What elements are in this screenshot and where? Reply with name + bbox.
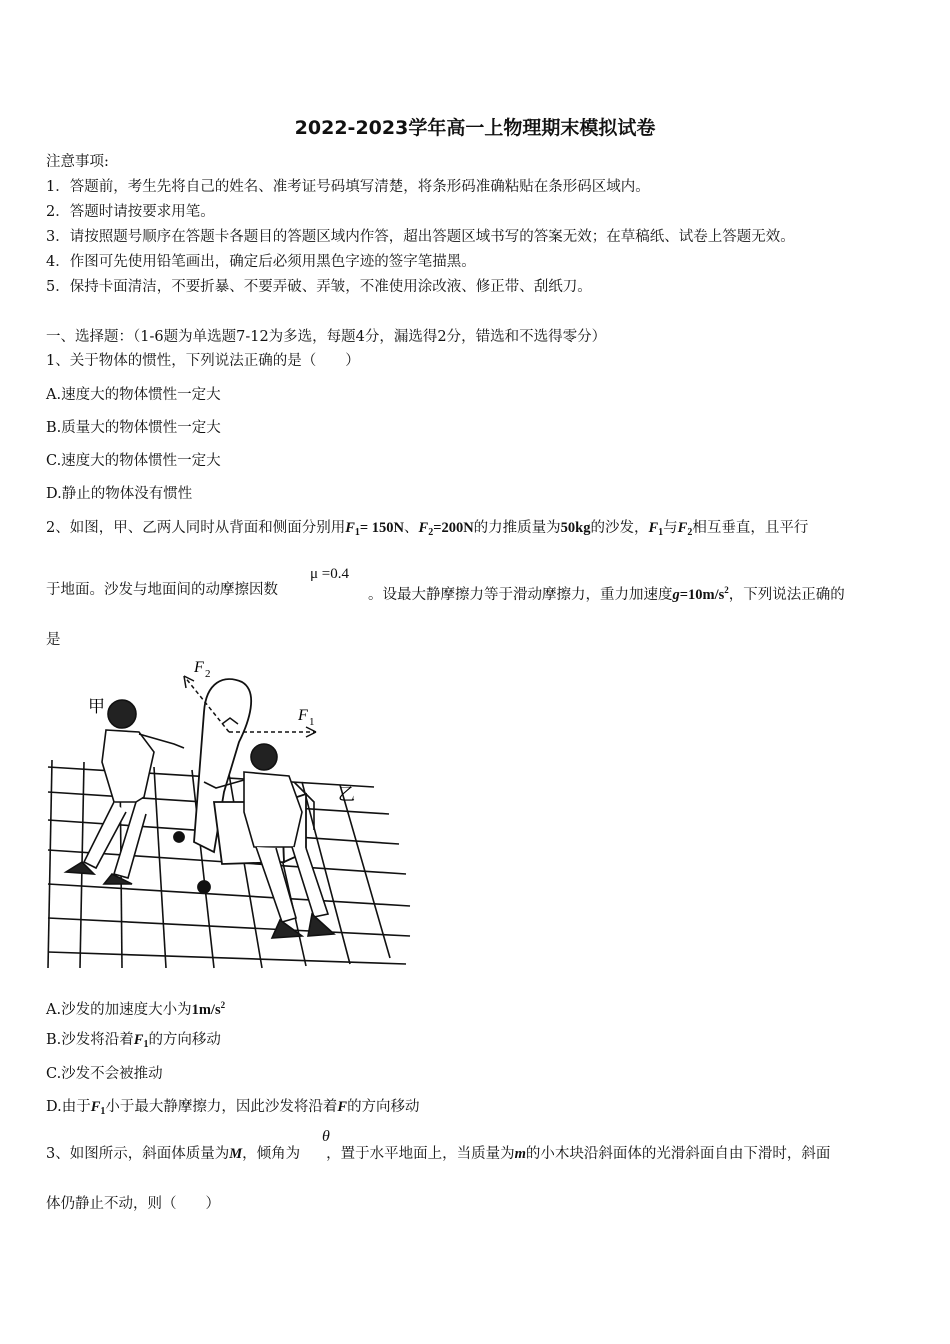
- label-f2-sub: 2: [205, 668, 211, 680]
- q2-option-d: [46, 1097, 420, 1122]
- q3-mass-M: M: [229, 1146, 243, 1162]
- q1-option-d: D.静止的物体没有惯性: [46, 486, 193, 502]
- q2-text-5: 相互垂直，且平行: [692, 520, 809, 536]
- q2-g-value: =10m/s: [679, 587, 725, 603]
- q2-stem-line1: [46, 518, 808, 543]
- q3-text-4: 的小木块沿斜面体的光滑斜面自由下滑时，斜面: [525, 1146, 831, 1162]
- q3-mass-m: m: [514, 1146, 526, 1162]
- q2-f2-value: =200N: [433, 520, 474, 536]
- q2-f2-symbol-2: F: [677, 520, 688, 536]
- q2-option-a-exponent: 2: [220, 1000, 226, 1010]
- q2-text-6: 。设最大静摩擦力等于滑动摩擦力，重力加速度: [368, 587, 673, 603]
- q2-option-b: [46, 1030, 221, 1055]
- q2-option-b-sub: 1: [143, 1039, 149, 1050]
- q2-option-b-text: B.沙发将沿着: [46, 1032, 134, 1048]
- q2-option-c: C.沙发不会被推动: [46, 1066, 163, 1082]
- q2-option-b-symbol: F: [133, 1032, 144, 1048]
- q2-f2-symbol: F: [418, 520, 429, 536]
- q2-option-b-tail: 的方向移动: [148, 1032, 221, 1048]
- q1-stem: 1、关于物体的惯性，下列说法正确的是（ ）: [46, 353, 360, 369]
- q2-option-d-text: D.由于: [46, 1099, 91, 1115]
- q2-stem-line2b: [368, 580, 845, 605]
- q2-option-a-value: 1m/s: [191, 1002, 221, 1018]
- section-heading: 一、选择题：（1-6题为单选题7-12为多选，每题4分，漏选得2分，错选和不选得零分）: [46, 329, 607, 345]
- q2-option-d-mid: 小于最大静摩擦力，因此沙发将沿着: [105, 1099, 338, 1115]
- q2-stem-line3: 是: [46, 632, 61, 648]
- q3-stem-line1: [46, 1144, 830, 1164]
- q2-f1-symbol-2: F: [648, 520, 659, 536]
- q3-text-3: ，置于水平地面上，当质量为: [326, 1146, 515, 1162]
- q3-text-2: ，倾角为: [242, 1146, 301, 1162]
- q2-mass: 50kg: [560, 520, 591, 536]
- q2-option-a-text: A.沙发的加速度大小为: [46, 1002, 192, 1018]
- q1-option-a: A.速度大的物体惯性一定大: [46, 387, 221, 403]
- q2-f2-sub-2: 2: [687, 527, 693, 538]
- q1-option-c: C.速度大的物体惯性一定大: [46, 453, 221, 469]
- q2-text-7: ，下列说法正确的: [728, 587, 845, 603]
- q2-f1-symbol: F: [345, 520, 355, 536]
- q2-text-1: 2、如图，甲、乙两人同时从背面和侧面分别用: [46, 520, 346, 536]
- notice-item-2: 2．答题时请按要求用笔。: [46, 204, 215, 220]
- q3-theta: θ: [322, 1128, 330, 1145]
- q2-option-d-sub: 1: [100, 1106, 106, 1117]
- q1-option-b: B.质量大的物体惯性一定大: [46, 420, 221, 436]
- q2-f1-sub: 1: [354, 527, 360, 538]
- q2-text-4: 与: [663, 520, 678, 536]
- label-jia: 甲: [88, 697, 105, 717]
- q2-separator: 、: [404, 520, 419, 536]
- q2-option-d-symbol-2: F: [337, 1099, 348, 1115]
- q2-option-d-symbol: F: [90, 1099, 101, 1115]
- q2-stem-line2a: 于地面。沙发与地面间的动摩擦因数: [46, 582, 278, 598]
- q2-f1-value: = 150N: [359, 520, 405, 536]
- q2-f1-sub-2: 1: [658, 527, 664, 538]
- q2-text-3: 的沙发，: [590, 520, 649, 536]
- q2-option-a: [46, 995, 225, 1020]
- q2-figure-sofa-push: [44, 652, 414, 972]
- notice-heading: 注意事项:: [46, 154, 109, 170]
- label-f2: F: [194, 659, 204, 676]
- q2-g-exponent: 2: [724, 585, 729, 595]
- page-title: 2022-2023学年高一上物理期末模拟试卷: [294, 117, 656, 139]
- notice-item-5: 5．保持卡面清洁，不要折暴、不要弄破、弄皱，不准使用涂改液、修正带、刮纸刀。: [46, 279, 592, 295]
- notice-item-3: 3．请按照题号顺序在答题卡各题目的答题区域内作答，超出答题区域书写的答案无效；在草稿纸、试卷上答题无效。: [46, 229, 795, 245]
- notice-item-1: 1．答题前，考生先将自己的姓名、准考证号码填写清楚，将条形码准确粘贴在条形码区域内。: [46, 179, 650, 195]
- q3-stem-line2: 体仍静止不动，则（ ）: [46, 1196, 220, 1212]
- q2-g-symbol: g: [672, 587, 680, 603]
- q2-option-d-tail: 的方向移动: [347, 1099, 420, 1115]
- label-yi: 乙: [338, 785, 355, 805]
- q2-f2-sub: 2: [428, 527, 434, 538]
- q2-mu-formula: μ =0.4: [310, 566, 350, 582]
- q2-text-2: 的力推质量为: [473, 520, 561, 536]
- label-f1-sub: 1: [309, 716, 315, 728]
- q3-text-1: 3、如图所示，斜面体质量为: [46, 1146, 230, 1162]
- notice-item-4: 4．作图可先使用铅笔画出，确定后必须用黑色字迹的签字笔描黑。: [46, 254, 476, 270]
- label-f1: F: [298, 707, 308, 724]
